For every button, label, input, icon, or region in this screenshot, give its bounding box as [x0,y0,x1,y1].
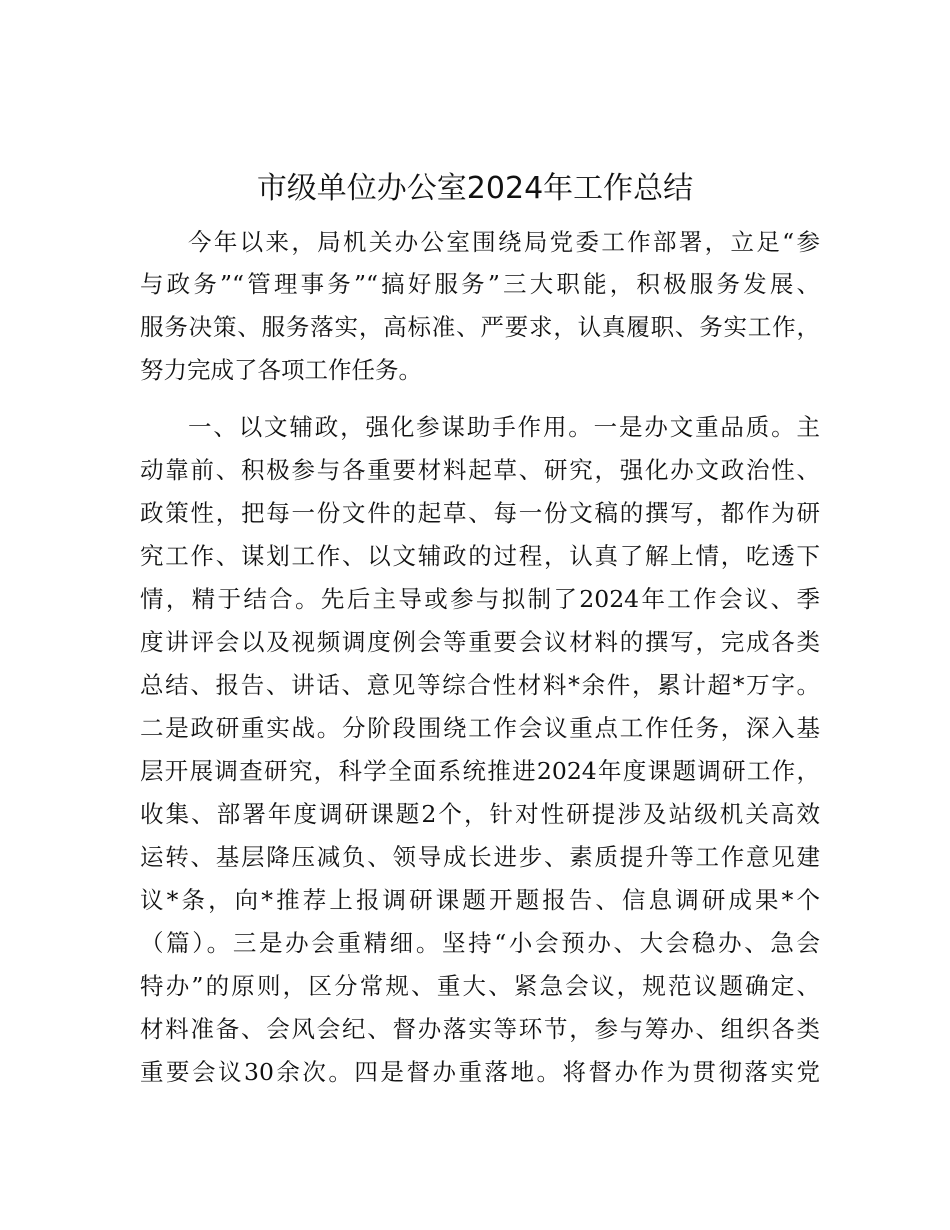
paragraph-1-line-1: 今年以来，局机关办公室围绕局党委工作部署，立足“参 [188,228,820,256]
paragraph-2-line-4: 究工作、谋划工作、以文辅政的过程，认真了解上情，吃透下 [140,542,820,570]
paragraph-1-line-3: 服务决策、服务落实，高标准、严要求，认真履职、务实工作， [140,313,820,341]
paragraph-2-line-15: 材料准备、会风会纪、督办落实等环节，参与筹办、组织各类 [140,1015,820,1043]
paragraph-2-line-9: 层开展调查研究，科学全面系统推进2024年度课题调研工作， [140,757,820,785]
paragraph-1-line-2: 与政务”“管理事务”“搞好服务”三大职能，积极服务发展、 [140,270,820,298]
paragraph-2-line-13: （篇）。三是办会重精细。坚持“小会预办、大会稳办、急会 [140,929,820,957]
paragraph-2-line-16: 重要会议30余次。四是督办重落地。将督办作为贯彻落实党 [140,1058,820,1086]
paragraph-1-line-4: 努力完成了各项工作任务。 [140,356,422,384]
paragraph-2-line-14: 特办”的原则，区分常规、重大、紧急会议，规范议题确定、 [140,972,820,1000]
paragraph-2-line-12: 议*条，向*推荐上报调研课题开题报告、信息调研成果*个 [140,886,820,914]
paragraph-2-line-3: 政策性，把每一份文件的起草、每一份文稿的撰写，都作为研 [140,499,820,527]
paragraph-2-line-11: 运转、基层降压减负、领导成长进步、素质提升等工作意见建 [140,843,820,871]
paragraph-2-line-7: 总结、报告、讲话、意见等综合性材料*余件，累计超*万字。 [140,671,820,699]
paragraph-2-line-5: 情，精于结合。先后主导或参与拟制了2024年工作会议、季 [140,585,820,613]
paragraph-2-line-10: 收集、部署年度调研课题2个，针对性研提涉及站级机关高效 [140,800,820,828]
paragraph-2-line-1: 一、以文辅政，强化参谋助手作用。一是办文重品质。主 [188,413,820,441]
paragraph-2-line-8: 二是政研重实战。分阶段围绕工作会议重点工作任务，深入基 [140,714,820,742]
paragraph-2-line-2: 动靠前、积极参与各重要材料起草、研究，强化办文政治性、 [140,456,820,484]
document-title: 市级单位办公室2024年工作总结 [256,171,694,206]
paragraph-2-line-6: 度讲评会以及视频调度例会等重要会议材料的撰写，完成各类 [140,628,820,656]
